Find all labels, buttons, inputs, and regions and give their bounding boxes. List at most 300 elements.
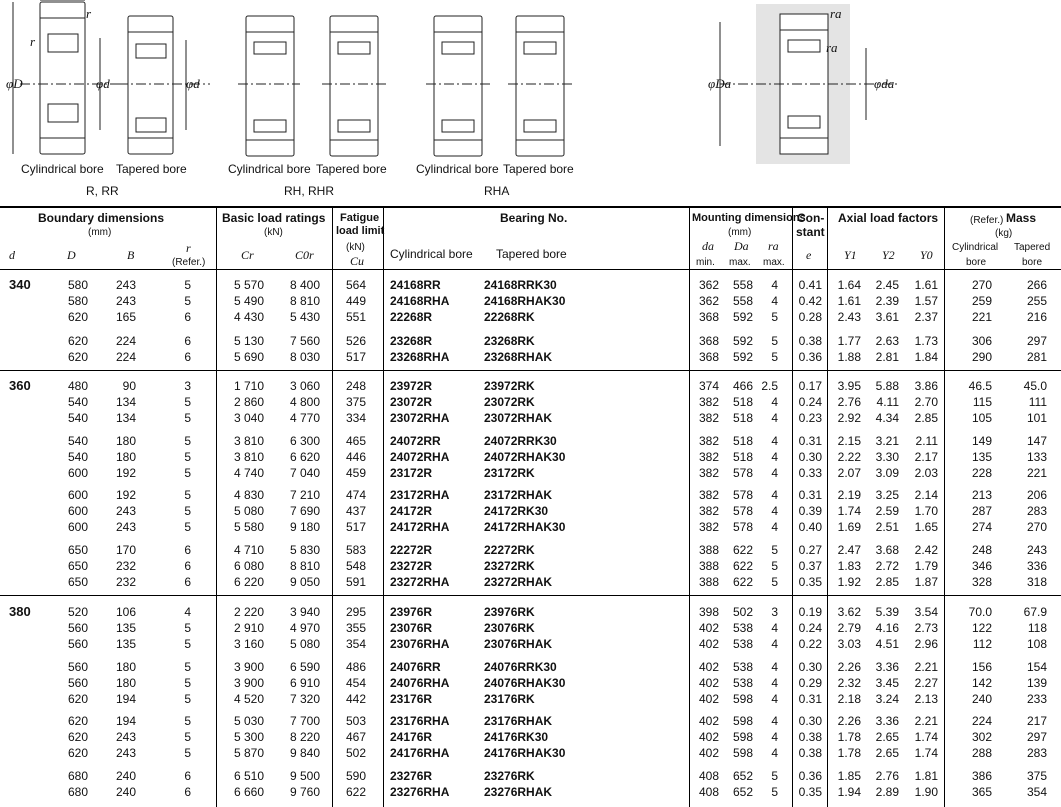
cell-mc: 221 <box>971 310 992 324</box>
mounting-unit: (mm) <box>728 227 752 238</box>
cell-B: 90 <box>122 379 136 393</box>
cell-D: 620 <box>67 746 88 760</box>
cell-Y2: 4.51 <box>875 637 899 651</box>
cell-e: 0.35 <box>798 785 822 799</box>
cell-e: 0.24 <box>798 621 822 635</box>
cell-Y2: 3.24 <box>875 692 899 706</box>
mounting-header: Mounting dimensions <box>692 212 806 224</box>
cell-D: 620 <box>67 350 88 364</box>
cell-Y0: 2.37 <box>914 310 938 324</box>
cell-mc: 112 <box>972 637 992 651</box>
constant-header: Con- <box>797 211 825 225</box>
cell-Cu: 248 <box>345 379 366 393</box>
col-Y0: Y0 <box>920 248 933 262</box>
cell-B: 243 <box>115 520 136 534</box>
cell-Y2: 3.36 <box>875 660 899 674</box>
col-mass-tap-bore: bore <box>1022 257 1043 268</box>
cell-Cu: 454 <box>345 676 366 690</box>
cell-Cr: 5 690 <box>233 350 264 364</box>
cell-Y0: 1.70 <box>914 504 938 518</box>
cell-Y0: 1.74 <box>914 730 938 744</box>
table-row <box>0 293 1061 309</box>
cell-e: 0.36 <box>798 350 822 364</box>
cell-e: 0.31 <box>798 434 822 448</box>
cell-Y0: 3.54 <box>914 605 938 619</box>
cell-D: 650 <box>67 575 88 589</box>
cell-Cu: 502 <box>345 746 366 760</box>
cell-Y2: 4.16 <box>875 621 899 635</box>
table-row <box>0 675 1061 691</box>
cell-e: 0.33 <box>798 466 822 480</box>
cell-Y1: 2.32 <box>837 676 861 690</box>
col-ra: ra <box>768 239 779 253</box>
cell-B: 106 <box>115 605 136 619</box>
cell-mt: 270 <box>1026 520 1047 534</box>
cell-C0r: 6 590 <box>289 660 320 674</box>
cell-cyl: 23268RHA <box>390 350 450 364</box>
cell-cyl: 23176R <box>390 692 433 706</box>
cell-Y1: 2.19 <box>837 488 861 502</box>
caption-rha-tapered: Tapered bore <box>503 162 574 176</box>
bearing-table <box>0 206 1061 807</box>
cell-r: 6 <box>184 350 191 364</box>
cell-ra: 4 <box>771 730 778 744</box>
cell-mc: 122 <box>971 621 992 635</box>
cell-d: 380 <box>9 604 31 619</box>
cell-da: 382 <box>698 411 719 425</box>
cell-cyl: 23172R <box>390 466 433 480</box>
cell-da: 374 <box>698 379 719 393</box>
cell-Y0: 2.17 <box>914 450 938 464</box>
cell-mc: 386 <box>971 769 992 783</box>
cell-mt: 297 <box>1026 730 1047 744</box>
cell-mt: 67.9 <box>1023 605 1047 619</box>
cell-Y1: 3.62 <box>837 605 861 619</box>
cell-Cr: 5 490 <box>233 294 264 308</box>
cell-Y0: 1.65 <box>914 520 938 534</box>
col-C0r: C0r <box>295 248 314 262</box>
basic-load-unit: (kN) <box>264 227 283 238</box>
boundary-unit: (mm) <box>88 227 112 238</box>
cell-cyl: 23976R <box>390 605 433 619</box>
cell-Y1: 1.88 <box>837 350 861 364</box>
cell-e: 0.42 <box>798 294 822 308</box>
cell-D: 560 <box>67 676 88 690</box>
cell-Y0: 1.57 <box>914 294 938 308</box>
cell-Da: 578 <box>732 504 753 518</box>
cell-da: 402 <box>698 676 719 690</box>
col-B: B <box>127 248 135 262</box>
cell-mt: 318 <box>1026 575 1047 589</box>
col-d: d <box>9 248 15 262</box>
cell-da: 402 <box>698 692 719 706</box>
cell-B: 192 <box>115 466 136 480</box>
cell-mt: 233 <box>1026 692 1047 706</box>
cell-C0r: 8 810 <box>289 294 320 308</box>
axial-load-header: Axial load factors <box>838 211 939 225</box>
cell-Y1: 2.79 <box>837 621 861 635</box>
series-rha: RHA <box>484 184 510 198</box>
cell-ra: 2.5 <box>761 379 778 393</box>
table-row <box>0 574 1061 590</box>
cell-D: 480 <box>67 379 88 393</box>
cell-mt: 216 <box>1026 310 1047 324</box>
table-row <box>0 503 1061 519</box>
cell-Da: 578 <box>732 488 753 502</box>
cell-B: 232 <box>115 575 136 589</box>
cell-ra: 5 <box>771 559 778 573</box>
cell-C0r: 7 210 <box>289 488 320 502</box>
cell-Da: 598 <box>732 746 753 760</box>
caption-rh-cylindrical: Cylindrical bore <box>228 162 311 176</box>
cell-Cu: 354 <box>345 637 366 651</box>
cell-tap: 24172RHAK30 <box>484 520 566 534</box>
cell-da: 402 <box>698 714 719 728</box>
table-row <box>0 277 1061 293</box>
cell-e: 0.40 <box>798 520 822 534</box>
col-Cr: Cr <box>241 248 254 262</box>
cell-tap: 23172RHAK <box>484 488 553 502</box>
cell-B: 243 <box>115 504 136 518</box>
cell-C0r: 5 430 <box>289 310 320 324</box>
cell-Cu: 590 <box>345 769 366 783</box>
cell-r: 4 <box>184 605 191 619</box>
caption-r-cylindrical: Cylindrical bore <box>21 162 104 176</box>
cell-ra: 4 <box>771 660 778 674</box>
cell-B: 180 <box>115 660 136 674</box>
cell-C0r: 9 500 <box>289 769 320 783</box>
cell-Y1: 1.64 <box>837 278 861 292</box>
cell-r: 5 <box>184 730 191 744</box>
cell-Y2: 2.39 <box>875 294 899 308</box>
cell-cyl: 24076RHA <box>390 676 450 690</box>
cell-r: 6 <box>184 785 191 799</box>
cell-Y2: 3.21 <box>875 434 899 448</box>
cell-Cr: 4 830 <box>233 488 264 502</box>
table-row <box>0 542 1061 558</box>
table-row <box>0 659 1061 675</box>
col-r-refer: (Refer.) <box>172 257 206 268</box>
cell-da: 362 <box>698 278 719 292</box>
cell-ra: 4 <box>771 434 778 448</box>
cell-r: 5 <box>184 466 191 480</box>
col-da: da <box>702 239 714 253</box>
table-row <box>0 433 1061 449</box>
cell-Y2: 4.11 <box>876 395 899 409</box>
cell-mc: 270 <box>971 278 992 292</box>
cell-Da: 592 <box>732 310 753 324</box>
cell-Y1: 1.78 <box>837 746 861 760</box>
cell-ra: 4 <box>771 466 778 480</box>
cell-Y1: 1.85 <box>837 769 861 783</box>
cell-B: 192 <box>115 488 136 502</box>
cell-r: 5 <box>184 278 191 292</box>
cell-B: 134 <box>115 411 136 425</box>
cell-C0r: 6 910 <box>289 676 320 690</box>
cell-Cu: 437 <box>345 504 366 518</box>
cell-B: 232 <box>115 559 136 573</box>
cell-Da: 538 <box>732 676 753 690</box>
cell-Cu: 375 <box>345 395 366 409</box>
cell-ra: 5 <box>771 785 778 799</box>
cell-mc: 105 <box>971 411 992 425</box>
cell-mt: 101 <box>1026 411 1047 425</box>
cell-e: 0.35 <box>798 575 822 589</box>
cell-Da: 538 <box>732 660 753 674</box>
cell-D: 650 <box>67 543 88 557</box>
cell-Da: 598 <box>732 692 753 706</box>
cell-Cr: 2 860 <box>233 395 264 409</box>
cell-ra: 5 <box>771 350 778 364</box>
series-r: R, RR <box>86 184 119 198</box>
cell-Y0: 1.81 <box>914 769 938 783</box>
cell-Y2: 4.34 <box>875 411 899 425</box>
bearing-diagrams <box>0 0 1061 206</box>
cell-Y2: 5.39 <box>875 605 899 619</box>
cell-mt: 217 <box>1026 714 1047 728</box>
group-separator <box>0 595 1061 596</box>
cell-r: 5 <box>184 660 191 674</box>
phi-d-label: φd <box>96 76 110 91</box>
table-row <box>0 691 1061 707</box>
cell-Da: 578 <box>732 520 753 534</box>
cell-Da: 578 <box>732 466 753 480</box>
cell-Da: 538 <box>732 621 753 635</box>
cell-e: 0.41 <box>798 278 822 292</box>
cell-mt: 243 <box>1026 543 1047 557</box>
cell-C0r: 5 080 <box>289 637 320 651</box>
cell-tap: 24176RHAK30 <box>484 746 566 760</box>
cell-cyl: 24172RHA <box>390 520 450 534</box>
cell-Y1: 2.43 <box>837 310 861 324</box>
cell-Y0: 3.86 <box>914 379 938 393</box>
cell-r: 6 <box>184 769 191 783</box>
cell-da: 368 <box>698 310 719 324</box>
cell-C0r: 8 030 <box>289 350 320 364</box>
cell-r: 6 <box>184 310 191 324</box>
cell-D: 620 <box>67 334 88 348</box>
cell-D: 620 <box>67 310 88 324</box>
cell-tap: 23268RHAK <box>484 350 553 364</box>
cell-C0r: 9 050 <box>289 575 320 589</box>
cell-Y1: 2.92 <box>837 411 861 425</box>
cell-mt: 111 <box>1028 395 1047 409</box>
cell-mt: 133 <box>1026 450 1047 464</box>
cell-cyl: 23272RHA <box>390 575 450 589</box>
cell-Y0: 2.11 <box>915 434 938 448</box>
col-Da-max: max. <box>729 257 751 268</box>
cell-Cr: 4 430 <box>233 310 264 324</box>
cell-C0r: 8 220 <box>289 730 320 744</box>
cell-mt: 255 <box>1026 294 1047 308</box>
cell-cyl: 24176R <box>390 730 433 744</box>
basic-load-header: Basic load ratings <box>222 211 326 225</box>
load-limit-header: load limit <box>336 225 385 237</box>
cell-da: 402 <box>698 730 719 744</box>
cell-cyl: 22272R <box>390 543 433 557</box>
cell-da: 402 <box>698 746 719 760</box>
cell-mc: 46.5 <box>968 379 992 393</box>
cell-mc: 288 <box>971 746 992 760</box>
cell-mt: 45.0 <box>1023 379 1047 393</box>
cell-cyl: 24072RHA <box>390 450 450 464</box>
cell-Cu: 551 <box>345 310 366 324</box>
cell-Cr: 3 040 <box>233 411 264 425</box>
cell-D: 580 <box>67 294 88 308</box>
table-row <box>0 487 1061 503</box>
cell-Y2: 2.89 <box>875 785 899 799</box>
cell-da: 402 <box>698 637 719 651</box>
ra-label-2: ra <box>826 40 838 55</box>
cell-Y0: 2.73 <box>914 621 938 635</box>
cell-B: 224 <box>115 350 136 364</box>
cell-tap: 23972RK <box>484 379 535 393</box>
cell-mc: 228 <box>971 466 992 480</box>
col-mass-tap: Tapered <box>1014 242 1051 253</box>
cell-Da: 598 <box>732 730 753 744</box>
table-row <box>0 349 1061 365</box>
cell-da: 382 <box>698 434 719 448</box>
caption-rh-tapered: Tapered bore <box>316 162 387 176</box>
col-D: D <box>67 248 76 262</box>
ra-label-1: ra <box>830 6 842 21</box>
cell-Cr: 5 300 <box>233 730 264 744</box>
cell-e: 0.29 <box>798 676 822 690</box>
cell-Y2: 3.25 <box>875 488 899 502</box>
cell-cyl: 23072R <box>390 395 433 409</box>
cell-Y2: 3.68 <box>875 543 899 557</box>
cell-Y1: 1.69 <box>837 520 861 534</box>
cell-Y2: 3.36 <box>875 714 899 728</box>
cell-Y0: 2.96 <box>914 637 938 651</box>
cell-B: 134 <box>115 395 136 409</box>
cell-tap: 23276RHAK <box>484 785 553 799</box>
col-mass-cyl: Cylindrical <box>952 242 999 253</box>
cell-Y1: 3.03 <box>837 637 861 651</box>
cell-tap: 23072RHAK <box>484 411 553 425</box>
cell-Y2: 2.45 <box>875 278 899 292</box>
cell-Da: 598 <box>732 714 753 728</box>
cell-Cr: 2 220 <box>233 605 264 619</box>
series-rh: RH, RHR <box>284 184 334 198</box>
cell-tap: 24168RRK30 <box>484 278 557 292</box>
cell-Da: 518 <box>732 450 753 464</box>
table-row <box>0 729 1061 745</box>
cell-tap: 23076RHAK <box>484 637 553 651</box>
cell-C0r: 9 180 <box>289 520 320 534</box>
cell-da: 402 <box>698 660 719 674</box>
cell-Y1: 2.15 <box>837 434 861 448</box>
cell-Cr: 5 080 <box>233 504 264 518</box>
cell-Y0: 1.87 <box>914 575 938 589</box>
cell-Cu: 446 <box>345 450 366 464</box>
cell-ra: 4 <box>771 504 778 518</box>
cell-Cu: 526 <box>345 334 366 348</box>
cell-tap: 23172RK <box>484 466 535 480</box>
cell-mt: 118 <box>1027 621 1047 635</box>
cell-cyl: 24168RHA <box>390 294 450 308</box>
r-label-1: r <box>86 6 92 21</box>
fatigue-header: Fatigue <box>340 212 380 224</box>
cell-Y1: 3.95 <box>837 379 861 393</box>
cell-da: 382 <box>698 520 719 534</box>
table-row <box>0 636 1061 652</box>
cell-e: 0.28 <box>798 310 822 324</box>
cell-ra: 5 <box>771 769 778 783</box>
cell-Y1: 1.83 <box>837 559 861 573</box>
col-tapered-bore: Tapered bore <box>496 247 567 261</box>
cell-ra: 4 <box>771 395 778 409</box>
cell-ra: 5 <box>771 575 778 589</box>
cell-D: 540 <box>67 411 88 425</box>
cell-B: 135 <box>115 637 136 651</box>
caption-rha-cylindrical: Cylindrical bore <box>416 162 499 176</box>
cell-da: 408 <box>698 785 719 799</box>
cell-cyl: 23172RHA <box>390 488 450 502</box>
cell-Cu: 355 <box>345 621 366 635</box>
group-separator <box>0 370 1061 371</box>
cell-Y0: 2.21 <box>914 714 938 728</box>
cell-r: 5 <box>184 411 191 425</box>
cell-C0r: 6 300 <box>289 434 320 448</box>
cell-C0r: 7 700 <box>289 714 320 728</box>
cell-Cu: 449 <box>345 294 366 308</box>
cell-mt: 375 <box>1026 769 1047 783</box>
cell-Y1: 2.47 <box>837 543 861 557</box>
cell-Cr: 4 710 <box>233 543 264 557</box>
cell-Y2: 2.81 <box>875 350 899 364</box>
cell-C0r: 3 060 <box>289 379 320 393</box>
cell-ra: 4 <box>771 714 778 728</box>
cell-Y0: 1.74 <box>914 746 938 760</box>
col-r: r <box>186 241 191 255</box>
cell-D: 560 <box>67 621 88 635</box>
cell-mt: 297 <box>1026 334 1047 348</box>
cell-D: 600 <box>67 488 88 502</box>
cell-Y1: 2.26 <box>837 660 861 674</box>
col-Y1: Y1 <box>844 248 857 262</box>
cell-Da: 622 <box>732 543 753 557</box>
cell-da: 408 <box>698 769 719 783</box>
cell-mc: 149 <box>971 434 992 448</box>
cell-C0r: 4 770 <box>289 411 320 425</box>
cell-d: 340 <box>9 277 31 292</box>
cell-mc: 306 <box>971 334 992 348</box>
cell-Cr: 6 220 <box>233 575 264 589</box>
cell-B: 180 <box>115 434 136 448</box>
cell-Cu: 295 <box>345 605 366 619</box>
cell-mt: 283 <box>1026 746 1047 760</box>
cell-da: 368 <box>698 350 719 364</box>
table-row <box>0 768 1061 784</box>
cell-Y2: 3.30 <box>875 450 899 464</box>
cell-Y1: 1.92 <box>837 575 861 589</box>
cell-D: 560 <box>67 637 88 651</box>
cell-Y0: 2.03 <box>914 466 938 480</box>
cell-B: 243 <box>115 746 136 760</box>
col-e: e <box>806 248 812 262</box>
fatigue-unit: (kN) <box>346 242 365 253</box>
cell-Y2: 2.85 <box>875 575 899 589</box>
cell-mt: 283 <box>1026 504 1047 518</box>
phi-d-tapered-label: φd <box>186 76 200 91</box>
cell-r: 6 <box>184 559 191 573</box>
cell-Y0: 2.21 <box>914 660 938 674</box>
cell-r: 5 <box>184 692 191 706</box>
cell-cyl: 23972R <box>390 379 433 393</box>
cell-mt: 108 <box>1026 637 1047 651</box>
cell-r: 5 <box>184 746 191 760</box>
